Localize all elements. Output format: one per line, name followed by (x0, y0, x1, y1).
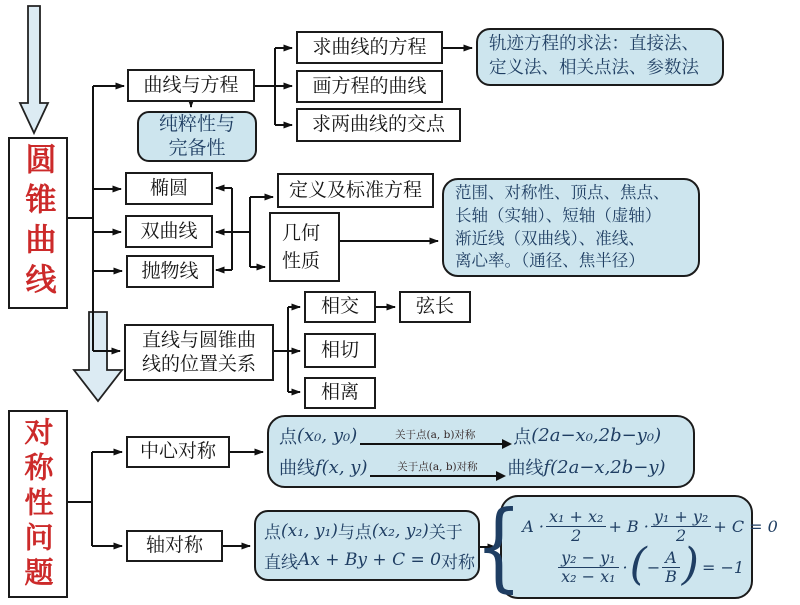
note-line2: 长轴（实轴）、短轴（虚轴） (455, 205, 662, 225)
node-label: 画方程的曲线 (312, 74, 427, 97)
center-symmetry-row-point (279, 423, 683, 449)
block-arrow-top (20, 6, 48, 133)
root-conic-curves (8, 137, 68, 309)
eq-term: = −1 (701, 557, 745, 577)
node-geometric-properties (269, 212, 340, 282)
fraction (558, 549, 618, 587)
node-curve-and-equation (127, 69, 255, 102)
node-label: 相交 (320, 295, 359, 318)
node-axis-symmetry (126, 530, 223, 562)
node-center-symmetry (126, 436, 230, 468)
formula-math: f(2a−x,2b−y) (543, 456, 666, 478)
node-label-line1: 直线与圆锥曲 (141, 328, 256, 351)
note-line2: 定义法、相关点法、参数法 (489, 58, 699, 78)
note-purity-completeness (137, 111, 257, 162)
node-label: 双曲线 (140, 219, 198, 242)
node-label-line2: 线的位置关系 (141, 352, 256, 375)
fraction-numerator: A (662, 549, 680, 568)
root-conic-label: 圆锥曲线 (19, 143, 56, 303)
node-definition-standard-equation (277, 173, 434, 208)
fraction-denominator: x₂ − x₁ (561, 566, 616, 586)
formula-math: (x₁, y₁) (281, 520, 338, 541)
fraction-numerator: y₂ − y₁ (558, 549, 618, 568)
formula-text: 点 (513, 426, 532, 448)
root-symmetry-label: 对称性问题 (20, 416, 55, 592)
fraction (546, 508, 606, 546)
node-find-intersection (296, 108, 461, 142)
system-equation-2: $\frac{\text{y₂ − y₁}}{\text{x₂ − x₁}}$ · ( − $\frac{A}{B}$ ) = −1 (556, 549, 744, 587)
node-parabola (126, 255, 214, 288)
system-equation-1 (522, 508, 778, 546)
arrow-label: 关于点(a, b)对称 (395, 429, 476, 442)
eq-term: + B · (608, 517, 649, 537)
root-symmetry-problems (8, 410, 68, 598)
formula-math: Ax + By + C = 0 (298, 550, 441, 571)
eq-term: · (622, 557, 628, 577)
node-label: 相切 (320, 338, 359, 361)
arrow-line (360, 443, 510, 445)
note-geometric-properties-detail (442, 178, 700, 277)
formula-math: (2a−x₀,2b−y₀) (531, 425, 662, 447)
node-label: 相离 (320, 381, 359, 404)
node-separate (304, 377, 376, 409)
note-line3: 渐近线（双曲线）、准线、 (455, 228, 645, 248)
node-label: 求曲线的方程 (312, 35, 427, 58)
system-brace: { (475, 491, 523, 603)
note-line1: 范围、对称性、顶点、焦点、 (455, 182, 670, 202)
node-label: 求两曲线的交点 (311, 113, 445, 136)
labeled-arrow (370, 462, 504, 477)
eq-term: − (646, 557, 661, 577)
arrow-label: 关于点(a, b)对称 (397, 460, 478, 473)
node-tangent (304, 333, 376, 368)
formula-math: f(x, y) (315, 456, 368, 478)
formula-text: 直线 (264, 552, 298, 573)
fraction-denominator: B (665, 566, 677, 586)
eq-term: + C = 0 (713, 517, 778, 537)
node-label: 抛物线 (141, 259, 199, 282)
axis-condition-line2 (264, 548, 475, 573)
formula-text: 曲线 (279, 458, 315, 480)
note-line1: 轨迹方程的求法：直接法、 (489, 34, 699, 55)
node-label: 曲线与方程 (143, 73, 239, 96)
node-draw-curve-of-equation (296, 70, 443, 103)
formula-text: 与点 (337, 523, 372, 544)
formula-text: 关于 (428, 523, 463, 544)
note-trace-equation-methods (476, 28, 724, 86)
node-label: 定义及标准方程 (288, 178, 422, 201)
node-chord-length (399, 291, 471, 323)
note-axis-symmetry-system (475, 491, 778, 603)
note-center-symmetry-formulas (267, 415, 695, 488)
node-ellipse (125, 172, 213, 205)
node-label: 椭圆 (149, 176, 188, 199)
formula-text: 点 (264, 523, 281, 544)
axis-condition-line1 (264, 518, 470, 543)
eq-term: A · (522, 517, 544, 537)
formula-math: (x₂, y₂) (371, 520, 429, 541)
fraction-numerator: x₁ + x₂ (546, 508, 606, 527)
note-line2: 完备性 (168, 136, 226, 159)
fraction-numerator: y₁ + y₂ (651, 508, 711, 527)
formula-text: 点 (279, 426, 297, 448)
system-equations (522, 506, 778, 591)
node-label-line2: 性质 (282, 250, 321, 272)
fraction-denominator: 2 (571, 526, 582, 546)
fraction (662, 549, 680, 587)
note-axis-symmetry-condition (254, 510, 480, 581)
node-label: 弦长 (415, 295, 454, 318)
note-line4: 离心率。（通径、焦半径） (455, 251, 645, 271)
formula-text: 对称 (440, 552, 475, 573)
center-symmetry-row-curve (279, 454, 683, 480)
labeled-arrow (360, 430, 510, 445)
block-arrow-middle (74, 312, 122, 401)
node-line-conic-position (124, 324, 274, 381)
node-label-line1: 几何 (282, 221, 321, 244)
formula-math: (x₀, y₀) (297, 425, 358, 447)
note-line1: 纯粹性与 (158, 112, 235, 135)
node-find-curve-equation (296, 31, 443, 64)
node-label: 中心对称 (139, 440, 216, 463)
node-label: 轴对称 (145, 534, 203, 557)
arrow-line (370, 475, 504, 477)
node-hyperbola (125, 215, 213, 248)
fraction-denominator: 2 (676, 526, 687, 546)
node-intersect (304, 291, 376, 323)
formula-text: 曲线 (507, 458, 544, 480)
